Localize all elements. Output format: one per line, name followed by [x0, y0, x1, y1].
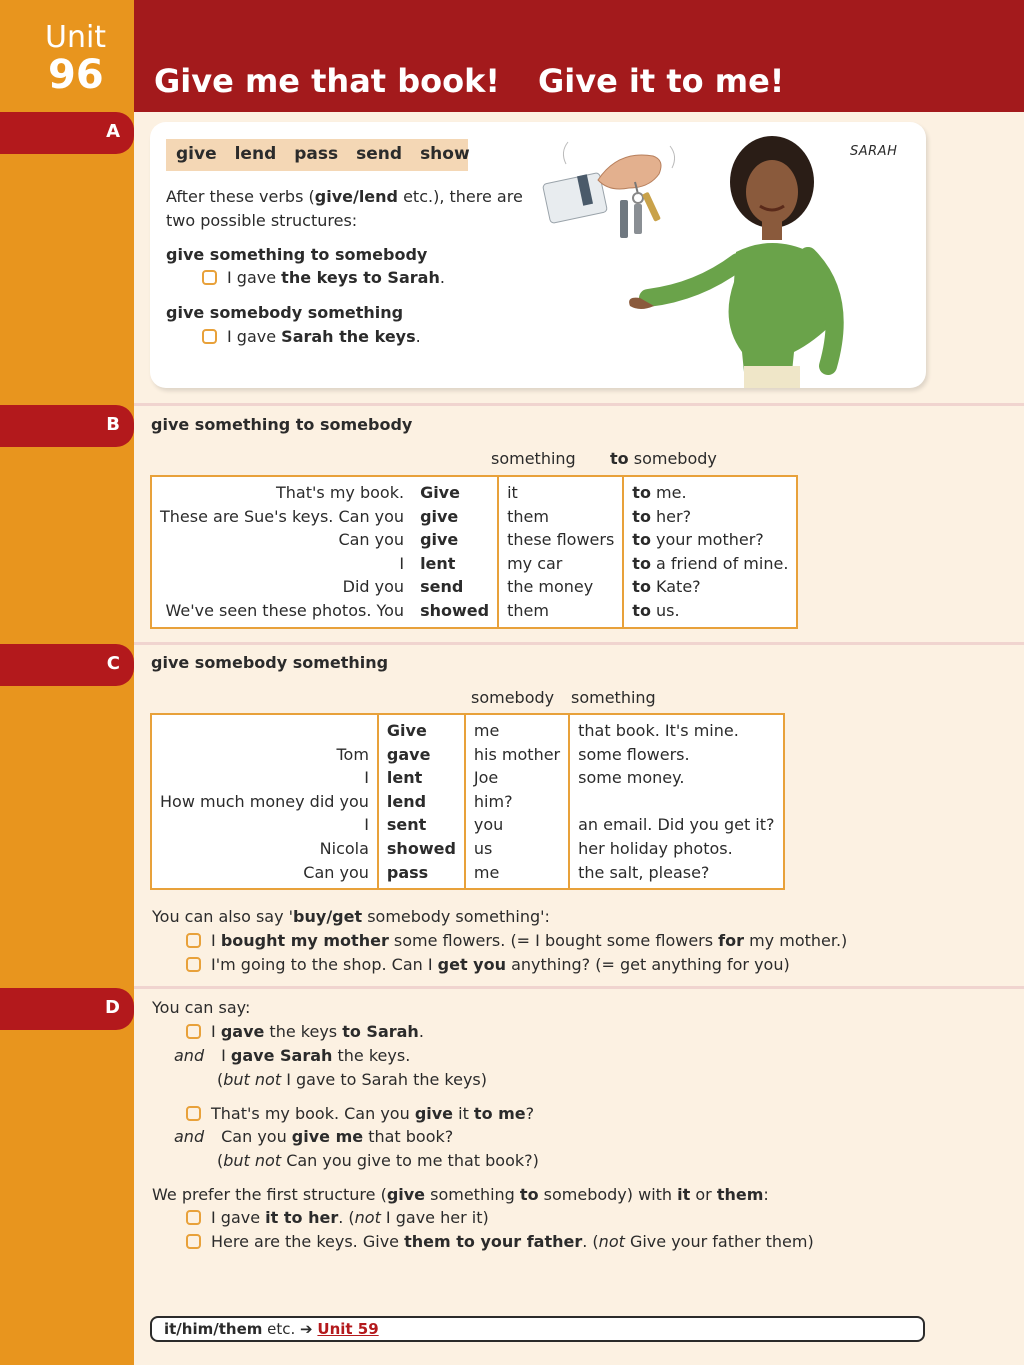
illustration-label: SARAH: [850, 144, 898, 159]
sarah-figure-icon: [629, 136, 835, 388]
table-row: Tom I How much money did you I Nicola Can you Give gave lent lend sent showed pass me his mother Joe him? you us me that book. It's mine. some flowers. some money. an email. Did you get it? her holiday photos. the salt, please?: [151, 714, 784, 889]
page-header: [134, 0, 1024, 112]
bullet-icon: [186, 1106, 201, 1121]
example-d1: I gave the keys to Sarah.: [186, 1020, 424, 1044]
intro-text: After these verbs (give/lend etc.), there are: [166, 187, 523, 206]
verb-list: [166, 139, 468, 171]
bullet-icon: [186, 1234, 201, 1249]
unit-59-link[interactable]: Unit 59: [317, 1320, 379, 1338]
section-a-card: [150, 122, 926, 388]
verb-item: pass: [294, 144, 339, 164]
structure-1: give something to somebody: [166, 245, 428, 264]
title-part-1: Give me that book!: [154, 62, 500, 100]
example-get: I'm going to the shop. Can I get you anything? (= get anything for you): [186, 953, 790, 977]
section-d-intro: You can say:: [152, 998, 251, 1017]
unit-label: Unit: [45, 20, 107, 55]
verb-item: give: [176, 144, 217, 164]
also-say-text: You can also say 'buy/get somebody something':: [152, 907, 550, 926]
unit-number: 96: [48, 52, 104, 98]
bullet-icon: [186, 1024, 201, 1039]
verb-item: lend: [234, 144, 277, 164]
hand-with-keys-icon: [542, 142, 674, 238]
column-header-something: something: [491, 449, 576, 468]
section-c-table: [150, 713, 785, 890]
intro-text-line-2: two possible structures:: [166, 211, 358, 230]
section-tab-b: B: [0, 405, 134, 447]
cross-reference-box: it/him/them etc. ➔ Unit 59: [150, 1316, 925, 1342]
section-divider: [134, 642, 1024, 645]
example-2: I gave Sarah the keys.: [202, 325, 421, 349]
title-part-2: Give it to me!: [537, 62, 785, 100]
section-tab-a: A: [0, 112, 134, 154]
example-d6: (but not Can you give to me that book?): [217, 1151, 539, 1170]
verb-item: show: [420, 144, 470, 164]
section-c-heading: give somebody something: [151, 653, 389, 672]
bullet-icon: [202, 270, 217, 285]
section-b-heading: give something to somebody: [151, 415, 413, 434]
example-e2: Here are the keys. Give them to your father. (not Give your father them): [186, 1230, 814, 1254]
column-header-something: something: [571, 688, 656, 707]
section-divider: [134, 403, 1024, 406]
section-tab-d: D: [0, 988, 134, 1030]
column-header-somebody: somebody: [471, 688, 555, 707]
prefer-text: We prefer the first structure (give something to somebody) with it or them:: [152, 1185, 769, 1204]
section-b-table: [150, 475, 798, 629]
unit-box: [0, 0, 134, 112]
bullet-icon: [186, 1210, 201, 1225]
illustration-hand-keys-sarah: [540, 122, 870, 388]
example-e1: I gave it to her. (not I gave her it): [186, 1206, 489, 1230]
verb-item: send: [356, 144, 403, 164]
example-d4: That's my book. Can you give it to me?: [186, 1102, 534, 1126]
section-tab-c: C: [0, 644, 134, 686]
page-title: [154, 62, 784, 100]
example-1: I gave the keys to Sarah.: [202, 266, 445, 290]
bullet-icon: [186, 933, 201, 948]
table-row: That's my book. These are Sue's keys. Can you Can you I Did you We've seen these photos. You Give give give lent send showed it them these flowers my car the money them to me. to her? to your mother? to a friend of mine. to Kate? to us.: [151, 476, 797, 628]
example-d2: and I gave Sarah the keys.: [174, 1046, 411, 1065]
column-header-to-somebody: to somebody: [610, 449, 717, 468]
example-d5: and Can you give me that book?: [174, 1127, 454, 1146]
bullet-icon: [186, 957, 201, 972]
arrow-right-icon: ➔: [300, 1320, 313, 1338]
example-buy: I bought my mother some flowers. (= I bought some flowers for my mother.): [186, 929, 847, 953]
example-d3: (but not I gave to Sarah the keys): [217, 1070, 488, 1089]
bullet-icon: [202, 329, 217, 344]
structure-2: give somebody something: [166, 303, 404, 322]
section-divider: [134, 986, 1024, 989]
